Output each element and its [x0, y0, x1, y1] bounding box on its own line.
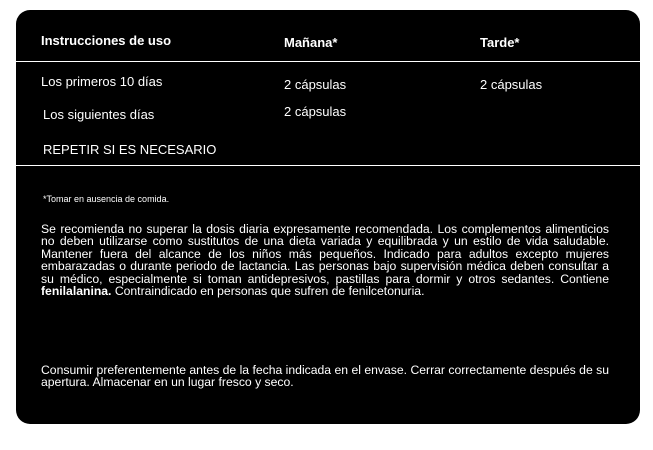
row-2-morning: 2 cápsulas	[284, 104, 347, 119]
row-2-label: Los siguientes días	[43, 107, 155, 122]
row-3-label: REPETIR SI ES NECESARIO	[43, 142, 217, 157]
header-afternoon: Tarde*	[480, 35, 520, 50]
footnote: *Tomar en ausencia de comida.	[43, 194, 170, 204]
supplement-label	[16, 10, 640, 424]
header-morning: Mañana*	[284, 35, 338, 50]
header-instructions: Instrucciones de uso	[41, 33, 172, 48]
warning-bold-ingredient: fenilalanina.	[41, 284, 112, 299]
warning-text-before: Se recomienda no superar la dosis diaria expresamente recomendada. Los complementos alimenticios no deben utilizarse como sustitutos de una dieta variada y equilibrada y un estilo de vida saludable. Mantener fuera del alcance de los niños más pequeños. Indicado para adultos excepto mujeres embarazadas o durante periodo de lactancia. Las personas bajo supervisión médica deben consultar a su médico, especialmente si toman antidepresivos, pastillas para dormir y otros sedantes. Contiene	[41, 222, 609, 286]
header-divider	[16, 61, 640, 62]
table-bottom-divider	[16, 165, 640, 166]
row-1-morning: 2 cápsulas	[284, 77, 347, 92]
warning-text-after: Contraindicado en personas que sufren de fenilcetonuria.	[111, 284, 425, 299]
storage-paragraph: Consumir preferentemente antes de la fecha indicada en el envase. Cerrar correctamente después de su apertura. Almacenar en un lugar fresco y seco.	[41, 363, 609, 390]
row-1-label: Los primeros 10 días	[41, 74, 163, 89]
warning-paragraph	[41, 223, 609, 297]
row-1-afternoon: 2 cápsulas	[480, 77, 543, 92]
